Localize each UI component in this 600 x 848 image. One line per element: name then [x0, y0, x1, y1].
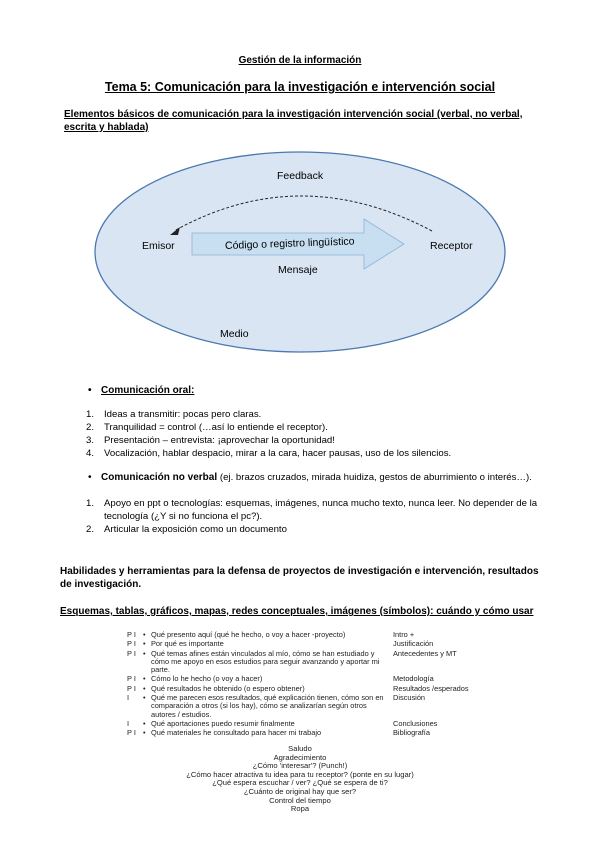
closing-item: Agradecimiento — [273, 752, 327, 762]
checklist-section: Conclusiones — [393, 718, 438, 728]
list-item — [86, 447, 556, 460]
checklist-code: I — [127, 718, 130, 728]
checklist-text: Qué me parecen esos resultados, qué explicación tienen, cómo son en comparación a otros (si los hay), cómo se analizarían según otros autores / estudios. — [151, 693, 384, 719]
bullet-icon: • — [88, 472, 92, 483]
checklist-code: P I — [127, 648, 136, 658]
item-text: Articular la exposición como un documento — [104, 524, 287, 535]
item-text: Tranquilidad = control (…así lo entiende el receptor). — [104, 422, 328, 433]
nonverbal-heading-row — [88, 472, 558, 483]
checklist-section: Bibliografía — [393, 728, 430, 738]
schemes-heading: Esquemas, tablas, gráficos, mapas, redes conceptuales, imágenes (símbolos): cuándo y cómo usar — [60, 606, 534, 617]
checklist-section: Discusión — [393, 693, 426, 703]
bullet-icon: • — [143, 674, 146, 684]
bullet-icon: • — [143, 630, 146, 639]
item-number: 2. — [86, 524, 95, 535]
course-title: Gestión de la información — [238, 55, 362, 66]
closing-item: ¿Cómo 'interesar'? (Punch!) — [252, 761, 348, 771]
checklist-section: Metodología — [393, 674, 434, 684]
item-number: 3. — [86, 435, 95, 446]
item-text: Apoyo en ppt o tecnologías: esquemas, imágenes, nunca mucho texto, nunca leer. No depender de la tecnología (¿Y si no funciona el pc?). — [104, 498, 538, 522]
closing-item: Ropa — [290, 804, 310, 814]
item-text: Vocalización, hablar despacio, mirar a la cara, hacer pausas, uso de los silencios. — [104, 448, 452, 459]
sender-label: Emisor — [142, 240, 175, 252]
message-label: Mensaje — [278, 264, 318, 276]
code-label: Código o registro lingüístico — [224, 235, 355, 252]
closing-list — [0, 745, 600, 814]
checklist-text: Qué aportaciones puedo resumir finalmente — [151, 718, 295, 728]
bullet-icon: • — [143, 639, 146, 649]
bullet-icon: • — [143, 648, 146, 658]
closing-item: Saludo — [288, 744, 312, 753]
checklist-code: P I — [127, 674, 136, 684]
list-item — [86, 408, 556, 421]
checklist-code: P I — [127, 639, 136, 649]
oral-heading-row — [88, 385, 194, 396]
communication-diagram — [92, 149, 508, 355]
medium-label: Medio — [220, 328, 249, 340]
checklist-code: I — [127, 693, 130, 703]
nonverbal-list — [86, 497, 556, 536]
checklist-text: Qué resultados he obtenido (o espero obtener) — [151, 683, 305, 693]
list-item — [86, 523, 556, 536]
checklist-text: Qué presento aquí (qué he hecho, o voy a hacer -proyecto) — [151, 630, 346, 639]
item-number: 1. — [86, 498, 95, 509]
checklist-text: Qué materiales he consultado para hacer mi trabajo — [151, 728, 322, 738]
nonverbal-heading: Comunicación no verbal — [101, 472, 218, 483]
nonverbal-detail: (ej. brazos cruzados, mirada huidiza, gestos de aburrimiento o interés…). — [219, 472, 532, 483]
item-number: 1. — [86, 409, 95, 420]
checklist-text: Cómo lo he hecho (o voy a hacer) — [151, 674, 263, 684]
item-number: 2. — [86, 422, 95, 433]
closing-item: ¿Qué espera escuchar / ver? ¿Qué se espera de ti? — [212, 778, 388, 788]
checklist-section: Intro + — [393, 630, 415, 639]
closing-item: ¿Cómo hacer atractiva tu idea para tu receptor? (ponte en su lugar) — [186, 769, 414, 779]
checklist-text: Por qué es importante — [151, 639, 224, 649]
item-text: Ideas a transmitir: pocas pero claras. — [104, 409, 262, 420]
feedback-label: Feedback — [277, 170, 324, 182]
list-item — [86, 434, 556, 447]
topic-title: Tema 5: Comunicación para la investigación e intervención social — [104, 80, 496, 94]
receiver-label: Receptor — [430, 240, 473, 252]
checklist-row — [127, 729, 469, 738]
bullet-icon: • — [143, 683, 146, 693]
item-text: Presentación – entrevista: ¡aprovechar la oportunidad! — [104, 435, 335, 446]
list-item — [86, 497, 556, 523]
checklist-section: Antecedentes y MT — [393, 648, 457, 658]
checklist-code: P I — [127, 630, 136, 639]
closing-item: Control del tiempo — [269, 795, 331, 805]
checklist-section: Justificación — [393, 639, 434, 649]
bullet-icon: • — [143, 728, 146, 738]
checklist-code: P I — [127, 728, 136, 738]
checklist-section: Resultados /esperados — [393, 683, 469, 693]
bullet-icon: • — [143, 693, 146, 703]
oral-list — [86, 408, 556, 460]
closing-item: ¿Cuánto de original hay que ser? — [243, 786, 357, 796]
checklist-code: P I — [127, 683, 136, 693]
checklist-row — [127, 650, 469, 676]
presentation-checklist — [127, 631, 469, 739]
skills-heading: Habilidades y herramientas para la defensa de proyectos de investigación e intervención, resultados de investigación. — [60, 566, 539, 590]
oral-heading: Comunicación oral: — [101, 385, 195, 396]
list-item — [86, 421, 556, 434]
item-number: 4. — [86, 448, 95, 459]
section-heading-elements: Elementos básicos de comunicación para la investigación intervención social (verbal, no verbal, escrita y hablada) — [64, 109, 523, 133]
checklist-row — [127, 694, 469, 720]
bullet-icon: • — [143, 718, 146, 728]
checklist-text: Qué temas afines están vinculados al mío, cómo se han estudiado y cómo me apoyo en esos estudios para seguir avanzando y aportar mi parte. — [151, 648, 380, 675]
bullet-icon: • — [88, 385, 92, 396]
